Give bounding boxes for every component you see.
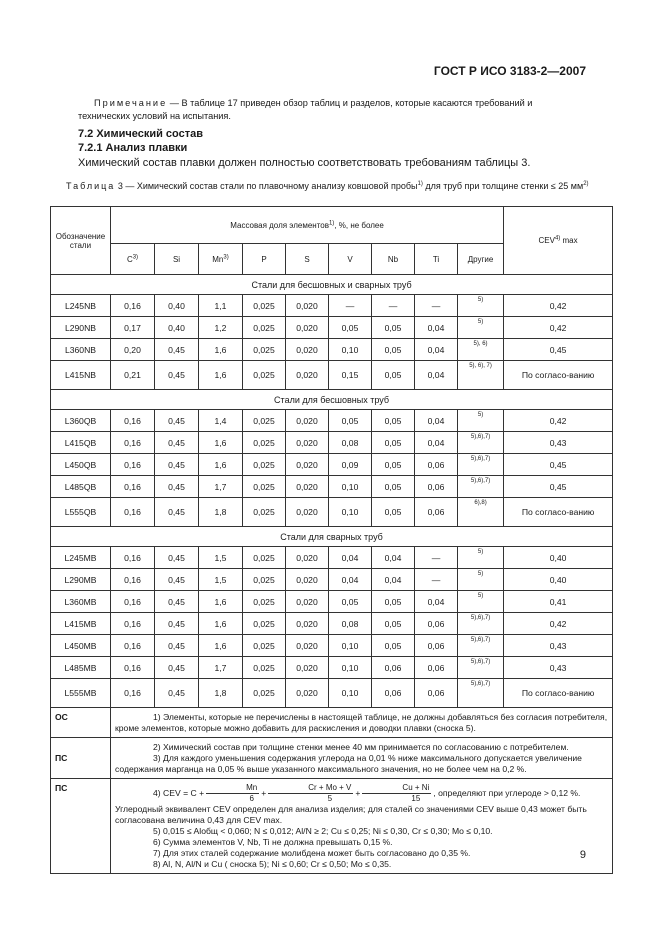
formula-plus-2: + bbox=[355, 787, 361, 798]
header-element-8 bbox=[458, 244, 504, 275]
value-cell-mn: 1,4 bbox=[199, 410, 243, 432]
value-cell-p: 0,025 bbox=[243, 476, 286, 498]
value-cell-si: 0,45 bbox=[155, 635, 199, 657]
value-cell-v: 0,05 bbox=[329, 317, 372, 339]
value-cell-v: 0,10 bbox=[329, 635, 372, 657]
caption-lead: Таблица bbox=[66, 181, 116, 191]
value-cell-p: 0,025 bbox=[243, 679, 286, 708]
value-cell-c: 0,16 bbox=[111, 410, 155, 432]
table-row bbox=[51, 547, 613, 569]
value-cell-c: 0,16 bbox=[111, 295, 155, 317]
value-cell-si: 0,45 bbox=[155, 410, 199, 432]
formula-fraction-cuni bbox=[362, 783, 431, 804]
section-title: Стали для бесшовных труб bbox=[51, 390, 613, 410]
value-cell-ti: 0,04 bbox=[415, 317, 458, 339]
value-cell-ti: 0,06 bbox=[415, 613, 458, 635]
value-cell-nb: 0,05 bbox=[372, 635, 415, 657]
footnote-3: 3) Для каждого уменьшения содержания углерода на 0,01 % ниже максимального допускается увеличение содержания марганца на 0,05 % выше указанного максимального значения, но не более чем на 0,2 %. bbox=[115, 753, 582, 774]
caption-number: 3 bbox=[117, 181, 123, 191]
value-cell-p: 0,025 bbox=[243, 339, 286, 361]
value-cell-mn: 1,5 bbox=[199, 547, 243, 569]
formula-fraction-crmov bbox=[268, 783, 353, 804]
footnote-block-3 bbox=[111, 779, 613, 874]
header-cev bbox=[504, 207, 613, 275]
header-element-0 bbox=[111, 244, 155, 275]
cev-cell: 0,45 bbox=[504, 454, 613, 476]
header-mass-sup: 1) bbox=[328, 219, 335, 226]
value-cell-v: 0,05 bbox=[329, 410, 372, 432]
value-cell-mn: 1,5 bbox=[199, 569, 243, 591]
cev-cell: 0,42 bbox=[504, 410, 613, 432]
section-row bbox=[51, 527, 613, 547]
cev-cell: 0,40 bbox=[504, 569, 613, 591]
value-cell-v: 0,08 bbox=[329, 432, 372, 454]
other-cell: 5),6),7) bbox=[458, 657, 504, 679]
value-cell-nb: 0,04 bbox=[372, 569, 415, 591]
table-caption bbox=[66, 180, 596, 192]
value-cell-s: 0,020 bbox=[286, 679, 329, 708]
value-cell-c: 0,16 bbox=[111, 454, 155, 476]
value-cell-p: 0,025 bbox=[243, 361, 286, 390]
value-cell-p: 0,025 bbox=[243, 569, 286, 591]
value-cell-nb: 0,04 bbox=[372, 547, 415, 569]
footnote-7: 7) Для этих сталей содержание молибдена может быть согласовано до 0,35 %. bbox=[153, 848, 471, 858]
caption-sup-2: 2) bbox=[583, 181, 589, 187]
fraction-cuni-num: Cu + Ni bbox=[362, 783, 431, 794]
value-cell-nb: 0,05 bbox=[372, 613, 415, 635]
element-label: S bbox=[304, 254, 310, 264]
cev-cell: 0,45 bbox=[504, 339, 613, 361]
value-cell-p: 0,025 bbox=[243, 657, 286, 679]
value-cell-mn: 1,8 bbox=[199, 679, 243, 708]
value-cell-nb: — bbox=[372, 295, 415, 317]
other-cell: 5), 6), 7) bbox=[458, 361, 504, 390]
value-cell-v: 0,09 bbox=[329, 454, 372, 476]
element-label: Si bbox=[172, 254, 181, 264]
value-cell-nb: 0,06 bbox=[372, 679, 415, 708]
grade-cell: L485MB bbox=[51, 657, 111, 679]
value-cell-nb: 0,05 bbox=[372, 361, 415, 390]
value-cell-v: 0,10 bbox=[329, 657, 372, 679]
value-cell-p: 0,025 bbox=[243, 635, 286, 657]
header-mass-suffix: , %, не более bbox=[334, 220, 384, 230]
value-cell-mn: 1,6 bbox=[199, 339, 243, 361]
value-cell-s: 0,020 bbox=[286, 339, 329, 361]
value-cell-mn: 1,1 bbox=[199, 295, 243, 317]
header-cev-sup: 4) bbox=[554, 235, 561, 242]
value-cell-c: 0,16 bbox=[111, 498, 155, 527]
footnote-tag-os: ОС bbox=[51, 708, 111, 738]
value-cell-p: 0,025 bbox=[243, 295, 286, 317]
value-cell-c: 0,16 bbox=[111, 476, 155, 498]
value-cell-s: 0,020 bbox=[286, 591, 329, 613]
value-cell-v: 0,15 bbox=[329, 361, 372, 390]
value-cell-ti: 0,06 bbox=[415, 454, 458, 476]
other-cell: 5) bbox=[458, 547, 504, 569]
value-cell-c: 0,16 bbox=[111, 569, 155, 591]
value-cell-si: 0,45 bbox=[155, 547, 199, 569]
value-cell-c: 0,17 bbox=[111, 317, 155, 339]
value-cell-s: 0,020 bbox=[286, 476, 329, 498]
section-title: Стали для сварных труб bbox=[51, 527, 613, 547]
footnote-8: 8) Al, N, Al/N и Cu ( сноска 5); Ni ≤ 0,60; Cr ≤ 0,50; Mo ≤ 0,35. bbox=[153, 859, 392, 869]
table-row bbox=[51, 498, 613, 527]
other-cell: 5),6),7) bbox=[458, 679, 504, 708]
grade-cell: L245NB bbox=[51, 295, 111, 317]
other-cell: 5),6),7) bbox=[458, 432, 504, 454]
value-cell-si: 0,45 bbox=[155, 476, 199, 498]
value-cell-c: 0,21 bbox=[111, 361, 155, 390]
value-cell-nb: 0,05 bbox=[372, 591, 415, 613]
footnote-1: 1) Элементы, которые не перечислены в настоящей таблице, не должны добавляться без согласия потребителя, кроме элементов, которые можно добавить для раскисления и доводки плавки (сноска 5). bbox=[115, 712, 608, 733]
value-cell-s: 0,020 bbox=[286, 569, 329, 591]
table-row bbox=[51, 454, 613, 476]
section-row bbox=[51, 390, 613, 410]
note-lead: Примечание bbox=[94, 98, 168, 108]
value-cell-ti: 0,06 bbox=[415, 498, 458, 527]
cev-cell: 0,43 bbox=[504, 657, 613, 679]
value-cell-ti: 0,04 bbox=[415, 432, 458, 454]
grade-cell: L360NB bbox=[51, 339, 111, 361]
fraction-mn-num: Mn bbox=[206, 783, 259, 794]
value-cell-nb: 0,05 bbox=[372, 476, 415, 498]
value-cell-si: 0,45 bbox=[155, 361, 199, 390]
value-cell-ti: — bbox=[415, 569, 458, 591]
value-cell-nb: 0,05 bbox=[372, 339, 415, 361]
value-cell-mn: 1,7 bbox=[199, 476, 243, 498]
value-cell-s: 0,020 bbox=[286, 657, 329, 679]
value-cell-si: 0,45 bbox=[155, 591, 199, 613]
value-cell-mn: 1,2 bbox=[199, 317, 243, 339]
value-cell-p: 0,025 bbox=[243, 454, 286, 476]
value-cell-nb: 0,06 bbox=[372, 657, 415, 679]
caption-sup-1: 1) bbox=[417, 181, 423, 187]
value-cell-s: 0,020 bbox=[286, 361, 329, 390]
grade-cell: L290NB bbox=[51, 317, 111, 339]
header-element-5 bbox=[329, 244, 372, 275]
value-cell-mn: 1,6 bbox=[199, 591, 243, 613]
value-cell-ti: 0,06 bbox=[415, 679, 458, 708]
value-cell-p: 0,025 bbox=[243, 498, 286, 527]
header-element-2 bbox=[199, 244, 243, 275]
value-cell-v: 0,04 bbox=[329, 569, 372, 591]
table-row bbox=[51, 410, 613, 432]
value-cell-v: 0,05 bbox=[329, 591, 372, 613]
value-cell-p: 0,025 bbox=[243, 432, 286, 454]
value-cell-ti: 0,06 bbox=[415, 476, 458, 498]
element-label: P bbox=[261, 254, 267, 264]
value-cell-ti: 0,04 bbox=[415, 361, 458, 390]
value-cell-s: 0,020 bbox=[286, 295, 329, 317]
grade-cell: L485QB bbox=[51, 476, 111, 498]
value-cell-v: 0,10 bbox=[329, 476, 372, 498]
value-cell-ti: — bbox=[415, 295, 458, 317]
value-cell-ti: 0,04 bbox=[415, 339, 458, 361]
footnote-4 bbox=[115, 783, 608, 826]
element-label: Другие bbox=[467, 254, 494, 264]
table-row bbox=[51, 569, 613, 591]
table-row bbox=[51, 295, 613, 317]
grade-cell: L245MB bbox=[51, 547, 111, 569]
footnote-4-rest: , определяют при углероде > 0,12 %. Углеродный эквивалент CEV определен для анализа изделия; для сталей со значениями CEV выше 0,43 может быть согласована величина 0,43 для CEV max. bbox=[115, 787, 587, 825]
value-cell-p: 0,025 bbox=[243, 547, 286, 569]
section-heading-7-2: 7.2 Химический состав bbox=[78, 128, 203, 140]
value-cell-s: 0,020 bbox=[286, 432, 329, 454]
element-label: Mn bbox=[212, 254, 224, 264]
value-cell-c: 0,16 bbox=[111, 679, 155, 708]
value-cell-ti: 0,06 bbox=[415, 635, 458, 657]
value-cell-v: 0,10 bbox=[329, 498, 372, 527]
value-cell-c: 0,16 bbox=[111, 635, 155, 657]
value-cell-p: 0,025 bbox=[243, 410, 286, 432]
grade-cell: L555MB bbox=[51, 679, 111, 708]
value-cell-nb: 0,05 bbox=[372, 454, 415, 476]
footnote-tag-ps-1: ПС bbox=[51, 738, 111, 779]
value-cell-s: 0,020 bbox=[286, 410, 329, 432]
header-element-4 bbox=[286, 244, 329, 275]
grade-cell: L450QB bbox=[51, 454, 111, 476]
value-cell-s: 0,020 bbox=[286, 317, 329, 339]
other-cell: 5),6),7) bbox=[458, 476, 504, 498]
value-cell-c: 0,16 bbox=[111, 591, 155, 613]
value-cell-si: 0,45 bbox=[155, 432, 199, 454]
note-text: — В таблице 17 приведен обзор таблиц и разделов, которые касаются требований и технических условий на испытания. bbox=[78, 98, 533, 121]
value-cell-v: 0,04 bbox=[329, 547, 372, 569]
element-label: C bbox=[126, 254, 133, 264]
value-cell-s: 0,020 bbox=[286, 635, 329, 657]
formula-fraction-mn bbox=[206, 783, 259, 804]
note-paragraph bbox=[78, 97, 586, 123]
element-label: V bbox=[347, 254, 353, 264]
cev-cell: По согласо-ванию bbox=[504, 361, 613, 390]
section-row bbox=[51, 275, 613, 295]
value-cell-si: 0,40 bbox=[155, 317, 199, 339]
value-cell-s: 0,020 bbox=[286, 613, 329, 635]
value-cell-mn: 1,6 bbox=[199, 635, 243, 657]
value-cell-v: — bbox=[329, 295, 372, 317]
caption-text: — Химический состав стали по плавочному анализу ковшовой пробы bbox=[122, 181, 418, 191]
caption-text-2: для труб при толщине стенки ≤ 25 мм bbox=[422, 181, 584, 191]
value-cell-si: 0,45 bbox=[155, 339, 199, 361]
value-cell-nb: 0,05 bbox=[372, 317, 415, 339]
other-cell: 5) bbox=[458, 317, 504, 339]
value-cell-p: 0,025 bbox=[243, 317, 286, 339]
other-cell: 5) bbox=[458, 295, 504, 317]
grade-cell: L360QB bbox=[51, 410, 111, 432]
other-cell: 5),6),7) bbox=[458, 454, 504, 476]
fraction-mn-den: 6 bbox=[249, 794, 254, 803]
cev-cell: По согласо-ванию bbox=[504, 498, 613, 527]
other-cell: 6),8) bbox=[458, 498, 504, 527]
table-row bbox=[51, 635, 613, 657]
value-cell-si: 0,45 bbox=[155, 569, 199, 591]
grade-cell: L415NB bbox=[51, 361, 111, 390]
value-cell-c: 0,16 bbox=[111, 613, 155, 635]
grade-cell: L290MB bbox=[51, 569, 111, 591]
grade-cell: L415QB bbox=[51, 432, 111, 454]
table-row bbox=[51, 361, 613, 390]
value-cell-nb: 0,05 bbox=[372, 410, 415, 432]
value-cell-s: 0,020 bbox=[286, 498, 329, 527]
value-cell-v: 0,08 bbox=[329, 613, 372, 635]
header-element-7 bbox=[415, 244, 458, 275]
footnote-2: 2) Химический состав при толщине стенки менее 40 мм принимается по согласованию с потребителем. bbox=[153, 742, 569, 752]
cev-cell: 0,43 bbox=[504, 635, 613, 657]
other-cell: 5), 6) bbox=[458, 339, 504, 361]
footnote-6: 6) Сумма элементов V, Nb, Ti не должна превышать 0,15 %. bbox=[153, 837, 393, 847]
value-cell-mn: 1,6 bbox=[199, 432, 243, 454]
other-cell: 5),6),7) bbox=[458, 635, 504, 657]
value-cell-si: 0,45 bbox=[155, 454, 199, 476]
value-cell-nb: 0,05 bbox=[372, 432, 415, 454]
cev-cell: 0,42 bbox=[504, 613, 613, 635]
value-cell-p: 0,025 bbox=[243, 613, 286, 635]
other-cell: 5) bbox=[458, 410, 504, 432]
header-cev-suffix: max bbox=[560, 236, 578, 245]
value-cell-nb: 0,05 bbox=[372, 498, 415, 527]
header-designation: Обозначение стали bbox=[51, 207, 111, 275]
table-row bbox=[51, 432, 613, 454]
value-cell-si: 0,45 bbox=[155, 679, 199, 708]
value-cell-mn: 1,7 bbox=[199, 657, 243, 679]
value-cell-mn: 1,8 bbox=[199, 498, 243, 527]
value-cell-c: 0,16 bbox=[111, 432, 155, 454]
value-cell-p: 0,025 bbox=[243, 591, 286, 613]
fraction-crmov-num: Cr + Mo + V bbox=[268, 783, 353, 794]
other-cell: 5) bbox=[458, 569, 504, 591]
cev-cell: По согласо-ванию bbox=[504, 679, 613, 708]
header-element-3 bbox=[243, 244, 286, 275]
element-sup: 3) bbox=[223, 253, 229, 260]
cev-cell: 0,41 bbox=[504, 591, 613, 613]
other-cell: 5) bbox=[458, 591, 504, 613]
value-cell-ti: 0,04 bbox=[415, 591, 458, 613]
header-element-6 bbox=[372, 244, 415, 275]
value-cell-mn: 1,6 bbox=[199, 361, 243, 390]
fraction-crmov-den: 5 bbox=[327, 794, 333, 803]
table-row bbox=[51, 657, 613, 679]
cev-cell: 0,40 bbox=[504, 547, 613, 569]
header-mass-label: Массовая доля элементов bbox=[230, 220, 329, 230]
header-mass-fraction bbox=[111, 207, 504, 244]
element-sup: 3) bbox=[132, 253, 139, 260]
formula-plus-1: + bbox=[261, 787, 267, 798]
cev-formula-prefix: 4) CEV = C + bbox=[153, 787, 205, 798]
document-header: ГОСТ Р ИСО 3183-2—2007 bbox=[433, 64, 586, 78]
table-row bbox=[51, 591, 613, 613]
page-number: 9 bbox=[579, 849, 586, 861]
chemical-composition-table bbox=[50, 206, 613, 874]
value-cell-v: 0,10 bbox=[329, 679, 372, 708]
table-row bbox=[51, 317, 613, 339]
value-cell-s: 0,020 bbox=[286, 454, 329, 476]
grade-cell: L360MB bbox=[51, 591, 111, 613]
cev-cell: 0,42 bbox=[504, 295, 613, 317]
table-row bbox=[51, 476, 613, 498]
value-cell-c: 0,20 bbox=[111, 339, 155, 361]
other-cell: 5),6),7) bbox=[458, 613, 504, 635]
grade-cell: L450MB bbox=[51, 635, 111, 657]
table-row bbox=[51, 679, 613, 708]
value-cell-c: 0,16 bbox=[111, 657, 155, 679]
cev-cell: 0,42 bbox=[504, 317, 613, 339]
value-cell-c: 0,16 bbox=[111, 547, 155, 569]
footnote-block-1 bbox=[111, 708, 613, 738]
value-cell-mn: 1,6 bbox=[199, 454, 243, 476]
table-row bbox=[51, 339, 613, 361]
fraction-cuni-den: 15 bbox=[411, 794, 421, 803]
value-cell-ti: — bbox=[415, 547, 458, 569]
value-cell-si: 0,45 bbox=[155, 657, 199, 679]
cev-cell: 0,45 bbox=[504, 476, 613, 498]
value-cell-si: 0,45 bbox=[155, 613, 199, 635]
footnote-5: 5) 0,015 ≤ Alобщ < 0,060; N ≤ 0,012; Al/N ≥ 2; Cu ≤ 0,25; Ni ≤ 0,30, Cr ≤ 0,30; Mo ≤ 0,10. bbox=[153, 826, 493, 836]
section-title: Стали для бесшовных и сварных труб bbox=[51, 275, 613, 295]
value-cell-si: 0,45 bbox=[155, 498, 199, 527]
value-cell-mn: 1,6 bbox=[199, 613, 243, 635]
value-cell-v: 0,10 bbox=[329, 339, 372, 361]
element-label: Ti bbox=[432, 254, 440, 264]
grade-cell: L415MB bbox=[51, 613, 111, 635]
element-label: Nb bbox=[387, 254, 399, 264]
cev-cell: 0,43 bbox=[504, 432, 613, 454]
value-cell-s: 0,020 bbox=[286, 547, 329, 569]
header-cev-label: CEV bbox=[538, 236, 555, 245]
grade-cell: L555QB bbox=[51, 498, 111, 527]
footnote-block-2 bbox=[111, 738, 613, 779]
intro-paragraph: Химический состав плавки должен полностью соответствовать требованиям таблицы 3. bbox=[78, 157, 531, 169]
value-cell-ti: 0,06 bbox=[415, 657, 458, 679]
value-cell-si: 0,40 bbox=[155, 295, 199, 317]
header-element-1 bbox=[155, 244, 199, 275]
value-cell-ti: 0,04 bbox=[415, 410, 458, 432]
section-heading-7-2-1: 7.2.1 Анализ плавки bbox=[78, 142, 188, 154]
footnote-tag-ps-2: ПС bbox=[51, 779, 111, 874]
table-row bbox=[51, 613, 613, 635]
